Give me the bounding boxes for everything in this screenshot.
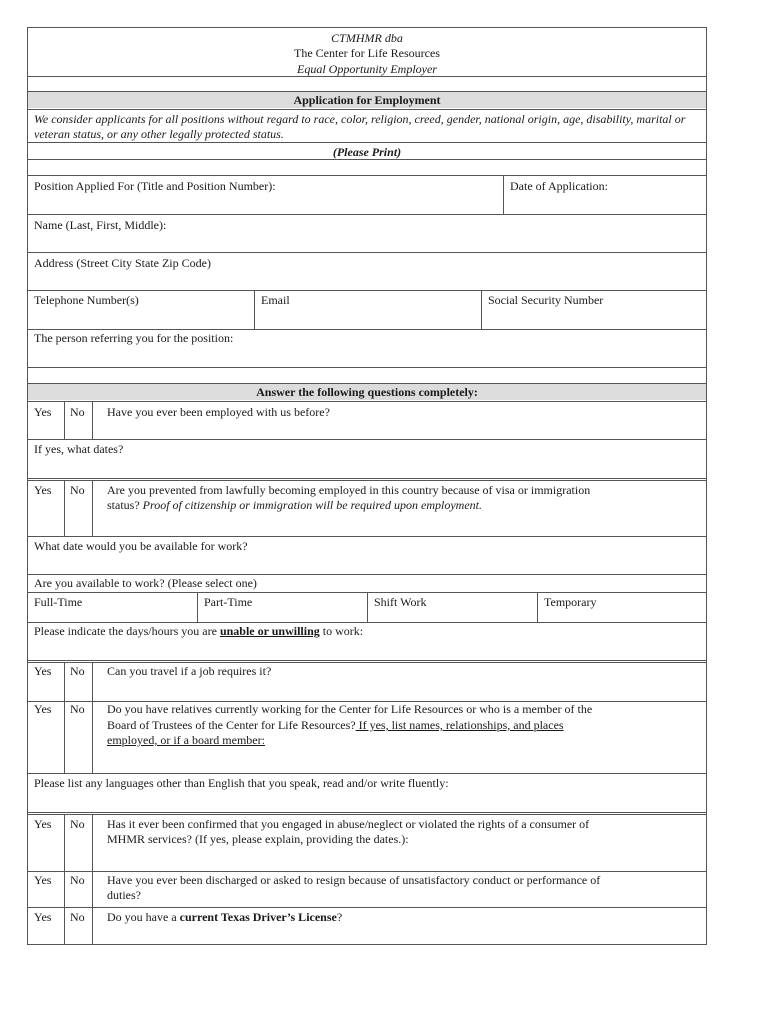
divider — [28, 660, 706, 661]
question-relatives-line1: Do you have relatives currently working for the Center for Life Resources or who is a member of the — [107, 702, 593, 716]
divider — [64, 401, 65, 439]
ssn-field[interactable]: Social Security Number — [488, 293, 604, 307]
questions-heading: Answer the following questions completely: — [256, 385, 478, 399]
no-option[interactable]: No — [70, 817, 85, 831]
option-temporary[interactable]: Temporary — [544, 595, 597, 609]
divider — [28, 622, 706, 623]
telephone-field[interactable]: Telephone Number(s) — [34, 293, 139, 307]
date-of-application-field[interactable]: Date of Application: — [510, 179, 608, 193]
divider — [28, 662, 706, 663]
yes-option[interactable]: Yes — [34, 910, 52, 924]
divider — [64, 662, 65, 701]
no-option[interactable]: No — [70, 873, 85, 887]
yes-option[interactable]: Yes — [34, 664, 52, 678]
divider — [28, 329, 706, 330]
question-discharged-line2: duties? — [107, 888, 141, 902]
divider — [92, 662, 93, 701]
question-prevented-line2: status? Proof of citizenship or immigration will be required upon employment. — [107, 498, 482, 512]
employment-application-form — [27, 27, 707, 945]
divider — [92, 701, 93, 773]
address-field[interactable]: Address (Street City State Zip Code) — [34, 256, 211, 270]
languages-field[interactable]: Please list any languages other than English that you speak, read and/or write fluently: — [34, 776, 449, 790]
yes-option[interactable]: Yes — [34, 873, 52, 887]
divider — [197, 592, 198, 622]
no-option[interactable]: No — [70, 405, 85, 419]
divider — [92, 871, 93, 907]
divider — [28, 76, 706, 77]
question-abuse-line1: Has it ever been confirmed that you engaged in abuse/neglect or violated the rights of a consumer of — [107, 817, 590, 831]
divider — [64, 814, 65, 871]
divider — [367, 592, 368, 622]
days-hours-field[interactable]: Please indicate the days/hours you are unable or unwilling to work: — [34, 624, 364, 638]
option-shift-work[interactable]: Shift Work — [374, 595, 427, 609]
yes-option[interactable]: Yes — [34, 817, 52, 831]
divider — [92, 401, 93, 439]
divider — [254, 290, 255, 329]
yes-option[interactable]: Yes — [34, 483, 52, 497]
referrer-field[interactable]: The person referring you for the position: — [34, 331, 234, 345]
question-prevented-line1: Are you prevented from lawfully becoming employed in this country because of visa or immigration — [107, 483, 591, 497]
divider — [92, 480, 93, 536]
question-relatives-line2: Board of Trustees of the Center for Life Resources? If yes, list names, relationships, and places — [107, 718, 564, 732]
question-discharged-line1: Have you ever been discharged or asked to resign because of unsatisfactory conduct or performance of — [107, 873, 601, 887]
name-field[interactable]: Name (Last, First, Middle): — [34, 218, 167, 232]
if-yes-dates-field[interactable]: If yes, what dates? — [34, 442, 124, 456]
divider — [28, 812, 706, 813]
yes-option[interactable]: Yes — [34, 702, 52, 716]
question-employed-before: Have you ever been employed with us before? — [107, 405, 330, 419]
org-name-line2: The Center for Life Resources — [294, 46, 440, 60]
divider — [28, 175, 706, 176]
divider — [28, 907, 706, 908]
org-name-line1: CTMHMR dba — [331, 31, 403, 45]
divider — [28, 252, 706, 253]
available-date-field[interactable]: What date would you be available for work? — [34, 539, 248, 553]
divider — [28, 814, 706, 815]
please-print-note: (Please Print) — [332, 145, 402, 159]
email-field[interactable]: Email — [261, 293, 290, 307]
question-relatives-line3: employed, or if a board member: — [107, 733, 265, 747]
question-travel: Can you travel if a job requires it? — [107, 664, 272, 678]
option-full-time[interactable]: Full-Time — [34, 595, 83, 609]
no-option[interactable]: No — [70, 483, 85, 497]
yes-option[interactable]: Yes — [34, 405, 52, 419]
divider — [28, 214, 706, 215]
available-work-label: Are you available to work? (Please select one) — [34, 576, 257, 590]
divider — [28, 478, 706, 479]
no-option[interactable]: No — [70, 702, 85, 716]
divider — [503, 175, 504, 214]
divider — [28, 401, 706, 402]
divider — [28, 773, 706, 774]
eeo-statement: We consider applicants for all positions without regard to race, color, religion, creed, gender, national origin, age, disability, marital or veteran status, or any other legally protected status. — [34, 112, 686, 141]
divider — [28, 290, 706, 291]
divider — [28, 574, 706, 575]
divider — [28, 159, 706, 160]
divider — [92, 907, 93, 944]
question-abuse-line2: MHMR services? (If yes, please explain, providing the dates.): — [107, 832, 409, 846]
divider — [537, 592, 538, 622]
divider — [28, 439, 706, 440]
divider — [64, 701, 65, 773]
position-applied-field[interactable]: Position Applied For (Title and Position Number): — [34, 179, 276, 193]
org-name-line3: Equal Opportunity Employer — [297, 62, 437, 76]
divider — [64, 480, 65, 536]
question-drivers-license: Do you have a current Texas Driver’s License? — [107, 910, 343, 924]
divider — [92, 814, 93, 871]
divider — [28, 91, 706, 92]
no-option[interactable]: No — [70, 910, 85, 924]
divider — [28, 536, 706, 537]
divider — [481, 290, 482, 329]
divider — [28, 480, 706, 481]
option-part-time[interactable]: Part-Time — [204, 595, 253, 609]
divider — [28, 109, 706, 110]
divider — [28, 871, 706, 872]
form-title: Application for Employment — [293, 93, 441, 107]
no-option[interactable]: No — [70, 664, 85, 678]
divider — [28, 367, 706, 368]
divider — [64, 871, 65, 907]
divider — [28, 142, 706, 143]
divider — [64, 907, 65, 944]
